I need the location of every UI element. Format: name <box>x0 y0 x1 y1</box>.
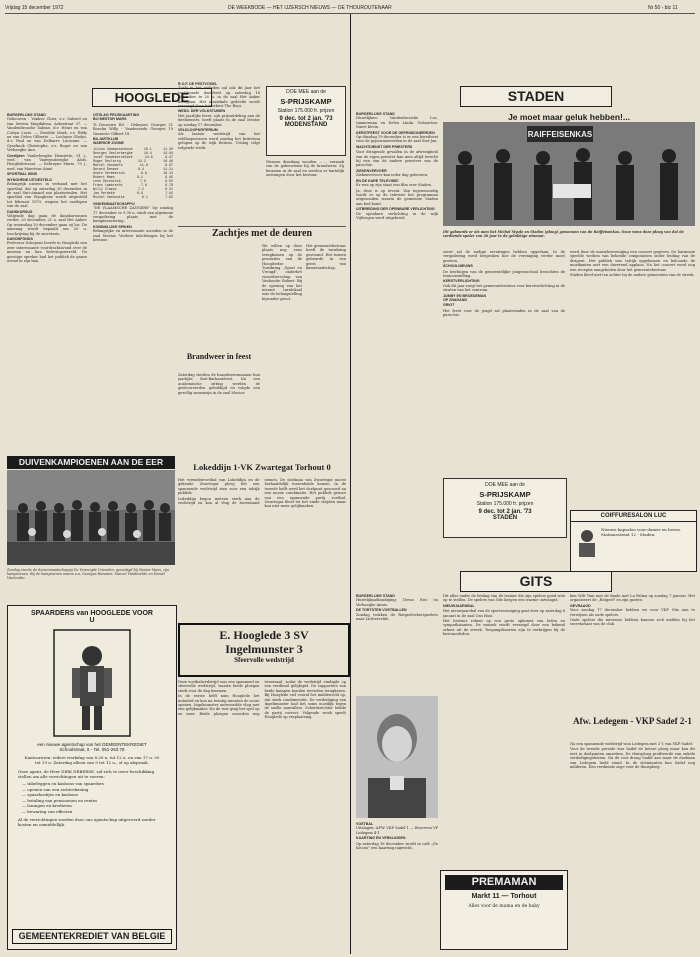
biljart-score: 11.21 <box>163 166 173 171</box>
col1-t0: Geboorten : Vanhee Chris, z.v. Gabriel en van Sevens Magdalena, Arkestraat 37. — Vandenbrouche Sabine, d.v. Henri en van Cottyn Lucie. — Dewilde Mark, z.v. Eddy en van Deleu Gilberte. — Lecluyse Gladys, d.v. Paul en van Delbarre Lucienne. — Gyselinck Christophe, z.v. Roger en van Verhaeghe Ann. <box>7 117 87 153</box>
st-l-h3: ZIEKENVERVOER <box>356 168 387 173</box>
afw-text: Na een spannende wedstrijd won Ledegem met 2-1 van VKP Sadef. Voor de tweede periode was Sadef de betere ploeg maar kon dit niet in doelpunten omzetten. De thuisploeg profiteerde van enkele verdedigingsfouten. Na de rust drong Sadef aan maar de doelman van Ledegem hield stand. In de slotminuten kon Sadef nog milderen. Een verdiende zege voor de thuisploeg. <box>570 742 695 770</box>
staden-right: werd door de muziekvereniging een concert gegeven. De harmonie speelde werken van bekende componisten onder leiding van de dirigent. Het publiek was talrijk opgekomen en beloonde de muzikanten met een daverend applaus. Na het concert werd nog een receptie aangeboden door het gemeentebestuur. Staden bleef niet ten achter bij de andere gemeenten van de streek. <box>570 250 695 278</box>
zachtjes-text-b: Het gemeentebestuur heeft de turnkring gesteund. Het turnen gebeurde in een geest van kameraadschap. <box>306 244 346 271</box>
gevraagd-h: GEVRAAGD <box>570 603 591 608</box>
biljart-player: Georges Vanlerberghe <box>93 150 133 155</box>
hooglede-col3 <box>178 82 260 352</box>
biljart-score: 14.6 <box>144 154 153 159</box>
gk-intro: een nieuwe agentschap van het GEMEENTEKREDIET Schoolstraat, 6 - Tel. 051-263.78 <box>37 742 147 752</box>
duiven-photo-image <box>7 470 175 565</box>
biljart-score: 11.30 <box>163 146 173 151</box>
st-l-h4: EN DE KARE TELEVISIE! <box>356 178 399 183</box>
st-r-t2: OP ZNADANG <box>443 298 468 303</box>
st-l-h5: UITBREIDING DER OPENBARE VERLICHTING <box>356 207 435 212</box>
biljart-score: 7.6 <box>140 182 147 187</box>
gk-hours: Kantooruren: iedere werkdag van 8.30 u. tot 12 u. en van 17 u. 30 tot 19 u. Zaterdag alleen van 9 tot 12 u., of op afspraak. <box>24 755 160 765</box>
duiven-caption: Zondag vierde de duivenmaatschappij De Verenigde Vrienden, gevestigd bij Nestor Maes, zijn kampioenen. Bij de kampioenen waren o.a. Georges Hanssen, Marcel Vandevelde en Daniel Vanhoutte. <box>7 568 170 580</box>
brandweer-title: Brandweer in feest <box>186 352 252 361</box>
biljart-player: Gerard Desmet <box>93 166 119 171</box>
col1-h5: DAVIDSFONDS <box>7 236 33 241</box>
col2-t2: "DE VLAAMSCHE ZANGERS" Op zondag 17 december te 9.30 u. vindt een algemene vergadering plaats met de kampioenviering. <box>93 206 173 224</box>
staden-mid: zover zal de nodige ervaringen hebben opgedaan. In de vergadering werd besproken hoe de vereniging verder moet groeien. SCHOOLNIEUWS De leerlingen van de gemeentelijke jongensschool bezochten de tentoonstelling. KERSTVERLICHTING Ook dit jaar zorgt het gemeentebestuur voor kerstverlichting in de straten van het centrum. JUMBY EN BROEDEMAN OP ZNADANG GRIOT Het feest voor de jeugd zal plaatsvinden in de zaal van de parochie. <box>443 250 565 318</box>
afw-title: Afw. Ledegem - VKP Sadef 2-1 <box>573 716 692 726</box>
premaman-title: PREMAMAN <box>445 875 563 890</box>
header-date: Vrijdag 15 december 1972 <box>5 5 64 11</box>
biljart-player: Jozef Vandekerckhove <box>93 154 133 159</box>
staden-photo-image <box>443 122 695 226</box>
biljart-score: 9.87 <box>165 162 173 167</box>
gk-banner: GEMEENTEKREDIET VAN BELGIE <box>12 929 172 944</box>
gk-service-item: — betaling van pensioenen en rentes <box>22 797 98 803</box>
gk-service-item: — openen van een zichtrekening <box>22 786 89 792</box>
sfeer-title: E. Hooglede 3 SV Ingelmunster 3 <box>219 628 309 656</box>
gits-mid: Dit alles onder de leiding van de trainer die zijn spelers goed wist op te stellen. De spelers van Gits kregen een warme ontvangst. NIEUWJAARSBAL Het nieuwjaarsbal van de sportvereniging gaat door op zaterdag 6 januari in de zaal Ons Huis. Het bestuur rekent op een grote opkomst van leden en sympathisanten. De muziek wordt verzorgd door een bekend orkest uit de streek. Toegangskaarten zijn te verkrijgen bij de bestuursleden. <box>443 594 565 637</box>
biljart-row <box>93 195 173 199</box>
gits-l-t1: Zondag trokken de Rotgeeloeberspeelers naar Lichtervelde. <box>356 612 438 622</box>
doemee-ad-hooglede <box>266 86 346 156</box>
col1-h2: SPORTBAL WINS <box>7 172 38 177</box>
gits-l-t3: Uitslagen: AFW. VKP Sadef 1 — Reserven VP Ledegem 4-1 <box>356 826 438 835</box>
gits-portrait-photo <box>356 696 438 818</box>
lokeddijn-text: Het vriendenvoetbal van Lokeddijn en de gekende Zwartegat ploeg liet een spannende wedstrijd zien voor een talrijk publiek. Lokeddijn begon meteen sterk aan de wedstrijd en kon al vlug de bovenhand nemen. De doelman van Zwartegat moest herhaaldelijk tussenbeide komen. In de tweede helft werd het doelpunt gescoord na een mooie combinatie. Het publiek genoot van een spannende partij voetbal. Zwartegat bleef tot het einde strijden maar kon niet meer gelijkmaken. <box>178 478 346 509</box>
st-r-h0: SCHOOLNIEUWS <box>443 264 473 269</box>
col1-h0: BURGERLIJKE STAND <box>7 113 46 117</box>
gk-service-item: — bewaring van effecten <box>22 808 73 814</box>
hooglede-title: HOOGLEDE <box>92 88 212 107</box>
gk-service-item: — spaarboekjes en kasbons <box>22 792 78 797</box>
sfeer-sub: Sfeervolle wedstrijd <box>234 656 294 664</box>
gits-left-top <box>356 594 438 694</box>
gits-portrait-image <box>356 696 438 818</box>
doemee-prize: Station 175.000 fr. prijzen <box>277 108 335 114</box>
st-l-t3: Ziekenvervoer kan ieder dag gebeuren. <box>356 173 429 178</box>
raiffeisen-sign: RAIFFEISENKAS <box>527 130 593 139</box>
gk-title: SPAARDERS van HOOGLEDE VOOR U <box>30 610 153 624</box>
biljart-score: 6.1 <box>141 194 148 199</box>
col2-t0: BIJ MESTOR MARS <box>93 117 127 122</box>
gevraagd-t: Voor zondag 17 december hebben we voor VKP Gits aan te verwijzen als oude spelers. <box>570 608 695 617</box>
zachtjes-text-a: We willen op deze plaats nog eens terugkomen op de prestaties van de Hoogleedse Turnkring „Sport en Vreugd", onderhet voorzitterschap van Vanhoutte Robert. Bij de opening van het nieuwe turnlokaal was de belangstelling bijzonder groot. <box>262 244 302 301</box>
doemee-date: 9 dec. tot 2 jan. '73 <box>279 116 333 122</box>
col1-h1: Overlijden <box>7 153 25 158</box>
biljart-score: 10.46 <box>163 158 173 163</box>
gits-left-bottom: VOETBAL Uitslagen: AFW. VKP Sadef 1 — Reserven VP Ledegem 4-1 KAARTING EN VERKLINGEN Op zaterdag 16 december wordt in café „De Kroon\" een kaarting ingericht. <box>356 822 438 851</box>
staden-photo-title: Je moet maar geluk hebben!... <box>508 112 630 122</box>
st-r-t1: Ook dit jaar zorgt het gemeentebestuur voor kerstverlichting in de straten van het centrum. <box>443 283 565 293</box>
gk-agent: Onze agent, de Heer DIRK DEBERSE, zal zich te uwer beschikking stellen om alle verrichtingen uit te voeren: <box>18 769 155 779</box>
biljart-score: 8.78 <box>165 182 173 187</box>
biljart-score: 12.04 <box>163 150 173 155</box>
doemee-line1: DOE MEE aan de <box>286 89 326 95</box>
center-divider <box>350 14 351 954</box>
col1-t4: Volgende dag gaan de danskursussen verder. 20 december, 21 u. zaal Het Anker. Op woensdag 20 december gaan zij los. De aanvang wordt bepaald om 20 u. Inschrijving bij de secretaris. <box>7 213 87 236</box>
col3-h2: VELDLOOPKRITERIUM <box>178 128 218 133</box>
duiven-banner: DUIVENKAMPIOENEN AAN DE EER <box>7 456 175 469</box>
biljart-score: 11.8 <box>139 162 148 167</box>
col1-t1: Vanlerberghe Henriette, 91 j., wed. van Vanwynsberghe Alois, Hoogledestraat. — Debruyne Marie, 79 j., wed. van Maertens Aimé. <box>7 153 87 171</box>
biljart-score: 9.27 <box>165 154 173 159</box>
lokeddijn-body: Het vriendenvoetbal van Lokeddijn en de gekende Zwartegat ploeg liet een spannende wedstrijd zien voor een talrijk publiek. <box>178 478 260 496</box>
biljart-player: Frans Lambrecht <box>93 182 123 187</box>
hooglede-col1 <box>7 113 87 453</box>
st-doemee-place: STADEN <box>492 515 518 521</box>
coiffure-title: COIFFURESALON LUC <box>571 511 696 522</box>
biljart-score: 6.8 <box>136 190 143 195</box>
biljart-score: 12.2 <box>137 158 146 163</box>
biljart-player: Marcel Vandaele <box>93 162 123 167</box>
staden-left: BURGERLIJKE STAND Huwelijken: Vandenbroucke Luc, timmerman en Deleu Linda. Geboorten: Naert Kevin. KERSTFEEST VOOR DE GEPENSIONEERDEN Op dinsdag 19 december is er een kerstfeest voor de gepensioneerden in de zaal Sint-Jan. WACHTDIENST DER PRIESTERS Voor dringende gevallen in de afwezigheid van de eigen priester kan men altijd terecht bij een van de andere priesters van de parochie. ZIEKENVERVOER Ziekenvervoer kan ieder dag gebeuren. EN DE KARE TELEVISIE! Er was op zijn staat een film over Staden. Ja, deze is op tevent. Van tegenwoordig wordt er op de televisie het programma uitgezonden waarin de gemeente Staden aan bod komt. UITBREIDING DER OPENBARE VERLICHTING De openbare verlichting in de wijk Vijfwegen werd uitgebreid. <box>356 112 438 220</box>
biljart-player: Leon Deconinck <box>93 178 121 183</box>
premaman-ad <box>440 870 568 950</box>
st-doemee-prize: Station 175.000 fr. prijzen <box>476 501 534 507</box>
st-l-h1: KERSTFEEST VOOR DE GEPENSIONEERDEN <box>356 130 435 135</box>
col2-h3: KONINKLIJKE SPIKEN <box>93 224 132 229</box>
biljart-player: Julien Vanmassenhove <box>93 146 133 151</box>
header-page: Nr 50 - blz 11 <box>648 5 678 11</box>
sfeer-text: Deze voetbalwedstrijd was een spannend en sfeervolle wedstrijd, waarin beide ploegen sterk voor de dag kwamen. In de eerste helft nam Hooglede het initiatief en kon na twintig minuten de score openen. Ingelmunster antwoordde vlug met een gelijkmaker. Na de rust ging het spel op en neer. Beide ploegen scoorden nog tweemaal, zodat de wedstrijd eindigde op een verdiend gelijkspel. De supporters van beide kampen konden tevreden terugkeren. Bij Hooglede viel vooral het middenveld op, dat sterk combineerde. De verdediging van Ingelmunster had het soms moeilijk tegen de snelle aanvallers. Scheidsrechter leidde de partij correct. Volgende week speelt Hooglede op verplaatsing. <box>178 680 346 720</box>
biljart-score: 10.4 <box>143 150 152 155</box>
col3-h0: R.O.F. DE PESTVOGEL <box>178 82 218 86</box>
gk-service-item: — Inbeleggen en kasbons van spaarders <box>22 781 104 786</box>
st-r-h3: GRIOT <box>443 303 455 308</box>
biljart-score: 9.4 <box>137 166 144 171</box>
col2-t3: Belangrijke en interessante avonden in de zaal Mestor. Verdere inlichtingen bij het bestuur. <box>93 229 173 243</box>
staden-title: STADEN <box>460 86 612 107</box>
gits-title: GITS <box>460 571 612 592</box>
premaman-text: Alles voor de mama en de baby <box>468 904 540 909</box>
gits-right-body: ken Wilt Tom met de finale met La Palma op zondag 7 januari. Het organiseert de „Rotgeel" en zijn gasten. <box>570 594 695 603</box>
st-l-t5: De openbare verlichting in de wijk Vijfwegen werd uitgebreid. <box>356 211 438 220</box>
biljart-score: 7.62 <box>165 194 173 199</box>
biljart-score: 9.02 <box>165 178 173 183</box>
gits-l-h2: NIEUWJAARSBAL <box>443 603 475 608</box>
doemee-title: S-PRIJSKAMP <box>280 97 332 106</box>
afw-body: Na een spannende wedstrijd won Ledegem met 2-1 van VKP Sadef. <box>570 742 693 746</box>
doemee-place: MODENSTAND <box>284 122 328 128</box>
zachtjes-rule <box>178 226 346 227</box>
hooglede-col2: UITSLAG PRIJSKAARTING BIJ MESTOR MARS Ti Deceurre Ed. - Dekeyser Georges 21 Boeckx Willy - Vandeneede Georges 19 Vanneste Gilbert 18. BILJARTKLUB WARRIOR ZONNE Julien Vanmassenhove 10.1 11.30 Georges Vanlerberghe 10.4 12.04 Jozef Vandekerckhove 14.6 9.27 Roger Declercq 12.2 10.46 Marcel Vandaele 11.8 9.87 Gerard Desmet 9.4 11.21 Andre Vermeersch 8.8 10.13 Robert Maes 8.1 9.45 Leon Deconinck 7.9 9.02 Frans Lambrecht 7.6 8.78 Willy Claeys 7.2 8.31 Jan Verbeke 6.8 7.94 Michel Vanhoutte 6.1 7.62 VINKENMAATSCHAPPIJ "DE VLAAMSCHE ZANGERS" Op zondag 17 december te 9.30 u. vindt een algemene vergadering plaats met de kampioenviering. KONINKLIJKE SPIKEN Belangrijke en interessante avonden in de zaal Mestor. Verdere inlichtingen bij het bestuur. <box>93 113 173 243</box>
col2-t1: WARRIOR ZONNE <box>93 141 124 146</box>
col2-h1: BILJARTKLUB <box>93 137 119 142</box>
gemeentekrediet-ad <box>7 605 177 950</box>
coiffure-ad <box>570 510 697 572</box>
col3-h1: WEDS. DER VOLKSTUINEN <box>178 109 226 114</box>
gk-footer: Al de verrichtingen worden door ons agentschap uitgevoerd zonder kosten en onmiddellijk. <box>18 817 156 827</box>
duiven-photo <box>7 470 175 565</box>
staden-photo <box>443 122 695 226</box>
col1-h3: WYNGHENE UITGESTELD <box>7 177 52 182</box>
biljart-score: 8.8 <box>140 170 147 175</box>
biljart-score: 8.1 <box>136 174 143 179</box>
st-l-t4: Er was op zijn staat een film over Staden. <box>356 183 432 188</box>
gk-knight-illustration <box>52 628 132 738</box>
gk-services-list <box>8 779 176 814</box>
brandweer-text: Zaterdag vierden de brandweermannen hun jaarlijks Sint-Barbarafeest. Na een academische zitting werden de gedecoreerden gehuldigd en volgde een gezellig samenzijn in de zaal Mestor. <box>178 373 260 395</box>
st-r-h1: KERSTVERLICHTING <box>443 279 480 284</box>
biljart-table <box>93 147 173 199</box>
header-masthead: DE WEEKBODE — HET IJZERSCH NIEUWS — DE THOUROUTENAAR <box>228 5 392 11</box>
coiffure-text: Nieuwe kapsalon voor dames en heren. Stationsstraat 12 - Staden. <box>601 527 682 537</box>
st-l-t1: Op dinsdag 19 december is er een kerstfeest voor de gepensioneerden in de zaal Sint-Jan. <box>356 135 438 144</box>
st-doemee-title: S-PRIJSKAMP <box>479 490 531 499</box>
gits-l-h1: DE TORTSTEN VOETBALLEN <box>356 608 407 613</box>
st-l-h0: BURGERLIJKE STAND <box>356 112 395 116</box>
gits-right: ken Wilt Tom met de finale met La Palma op zondag 7 januari. Het organiseert de „Rotgeel" en zijn gasten. GEVRAAGD Voor zondag 17 december hebben we voor VKP Gits aan te verwijzen als oude spelers. Oude spelers die interesse hebben kunnen zich melden bij het secretariaat van de club. <box>570 594 695 627</box>
staden-caption: Dit gebeurde er als men het Michel Myule en Staden (ploeg) gewonnen van de Raiffeisenkas. Onze wens deze ploeg van dat de verdiende speler van 20 jaar te de gelukkige winnaar. <box>443 230 684 238</box>
col1-t5: Professor Schepens leerde in Hooglede een zeer interessante voordrachtavond over de mensen en hun belevingswereld. De geestige spreker had het publiek de ganse avond in zijn ban. <box>7 241 87 263</box>
gits-l-h4: KAARTING EN VERKLINGEN <box>356 836 406 841</box>
biljart-score: 9.45 <box>165 174 173 179</box>
premaman-sub: Markt 11 — Torhout <box>471 893 537 900</box>
sfeer-body: Deze voetbalwedstrijd was een spannend en sfeervolle wedstrijd, waarin beide ploegen sterk voor de dag kwamen. <box>178 680 260 693</box>
col1-t3: Belangrijk nieuws in verband met het sportbal, dat op zaterdag 30 december in de zaal Sint-Amand zou plaatsvinden. Het sportbal van Wynghene wordt uitgesteld tot februari 1973, wegens het vastlopen van de zaal. <box>7 182 87 209</box>
biljart-score: 7.2 <box>137 186 144 191</box>
col2-h2: VINKENMAATSCHAPPIJ <box>93 201 135 206</box>
col3-t0: Zoals in het verleden zal ook dit jaar het traditionele dansfeest op zaterdag 16 december te 20 u. in de zaal Het Anker doorgaan. Het muziekale gedeelte wordt verzorgd door het orkest The Boys. <box>178 86 260 109</box>
col1-h4: DANSKURSUS <box>7 209 33 214</box>
gk-service-item: — leningen en kredieten <box>22 803 72 808</box>
col3-t1: Het jaarlijks feest, ook prijsuitdeling aan de deelnemers, heeft plaats in de zaal Mestor op zondag 17 december. <box>178 113 260 127</box>
gits-l-t0: Huwelijksafkondiging: Devos Eric en Verhaeghe Annie. <box>356 598 438 607</box>
biljart-score: 7.9 <box>139 178 146 183</box>
lokeddijn-title: Lokeddijn 1-VK Zwartegat Torhout 0 <box>193 462 331 472</box>
col3-t2: Als laatste wedstrijd van het veldloopseizoen werd zondag het kriterium gelopen op de wijk Beitem. Uitslag volgt volgende week. <box>178 132 260 150</box>
sfeer-block <box>178 623 350 677</box>
st-l-h2: WACHTDIENST DER PRIESTERS <box>356 144 413 149</box>
biljart-score: 8.31 <box>165 186 173 191</box>
biljart-player: Willy Claeys <box>93 186 117 191</box>
zachtjes-title: Zachtjes met de deuren <box>211 228 313 239</box>
st-l-t0: Huwelijken: Vandenbroucke Luc, timmerman en Deleu Linda. Geboorten: Naert Kevin. <box>356 116 438 130</box>
st-doemee-date: 9 dec. tot 2 jan. '73 <box>478 509 532 515</box>
biljart-score: 10.13 <box>163 170 173 175</box>
st-doemee-line1: DOE MEE aan de <box>485 482 525 488</box>
biljart-player: Roger Declercq <box>93 158 121 163</box>
biljart-score: 7.94 <box>165 190 173 195</box>
biljart-score: 10.1 <box>143 146 152 151</box>
biljart-player: Jan Verbeke <box>93 190 115 195</box>
biljart-player: Robert Maes <box>93 174 115 179</box>
biljart-player: Michel Vanhoutte <box>93 194 125 199</box>
gits-l-h0: BURGERLIJKE STAND <box>356 594 395 598</box>
coiffure-portrait-icon <box>576 527 598 557</box>
hooglede-col4: Mensen dinsdaag wouden ....... oorzaak van de gebeurtenis bij de brandweer. Zij kwamen in de zaal en werden er hartelijk ontvangen door het bestuur. <box>266 160 344 178</box>
st-r-h2: JUMBY EN BROEDEMAN <box>443 293 487 298</box>
biljart-player: Andre Vermeersch <box>93 170 125 175</box>
doemee-ad-staden <box>443 478 567 538</box>
col2-h0: UITSLAG PRIJSKAARTING <box>93 113 140 117</box>
gits-l-h3: VOETBAL <box>356 822 374 826</box>
